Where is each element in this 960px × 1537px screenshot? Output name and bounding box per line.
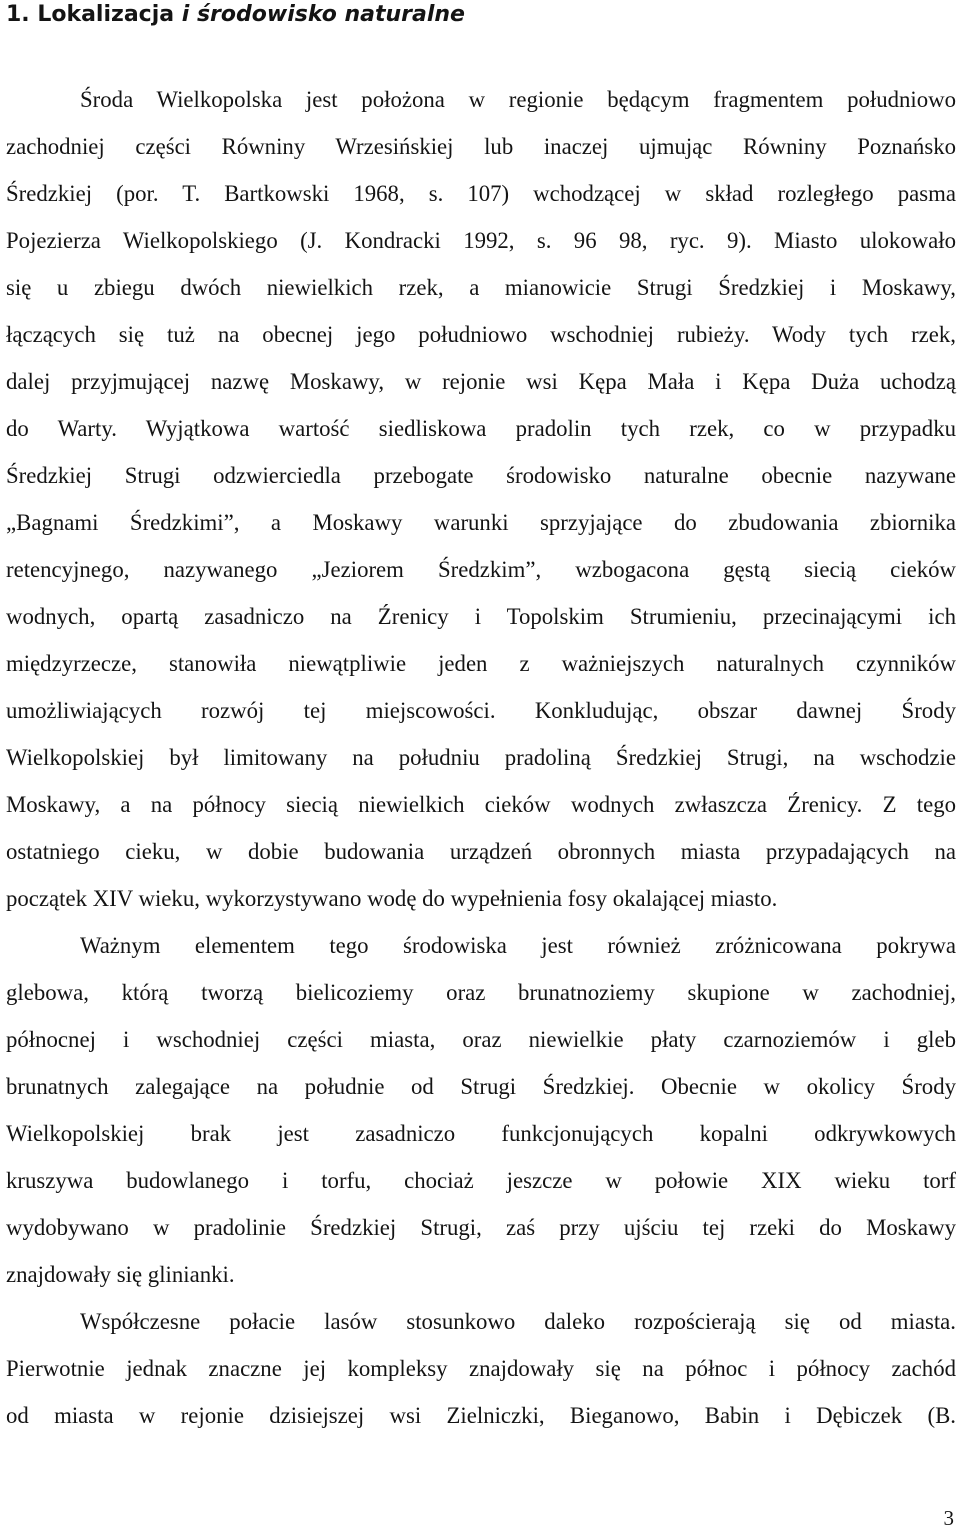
text-line: retencyjnego, nazywanego „Jeziorem Średzkim”, wzbogacona gęstą siecią cieków (6, 557, 956, 582)
text-line: łączących się tuż na obecnej jego południowo wschodniej rubieży. Wody tych rzek, (6, 322, 956, 347)
text-line: Środa Wielkopolska jest położona w regionie będącym fragmentem południowo (80, 87, 956, 112)
page-number: 3 (943, 1506, 954, 1530)
text-line: Współczesne połacie lasów stosunkowo daleko rozpościerają się od miasta. (80, 1309, 956, 1334)
text-line: Wielkopolskiej był limitowany na południu pradoliną Średzkiej Strugi, na wschodzie (6, 745, 956, 770)
text-line: Średzkiej Strugi odzwierciedla przebogate środowisko naturalne obecnie nazywane (6, 463, 956, 488)
section-heading-main: 1. Lokalizacja (6, 2, 182, 27)
document-body (6, 76, 956, 1439)
section-heading (6, 0, 465, 30)
text-line: Moskawy, a na północy siecią niewielkich cieków wodnych zwłaszcza Źrenicy. Z tego (6, 792, 956, 817)
text-line: zachodniej części Równiny Wrzesińskiej lub inaczej ujmując Równiny Poznańsko (6, 134, 956, 159)
text-line: początek XIV wieku, wykorzystywano wodę do wypełnienia fosy okalającej miasto. (6, 886, 778, 911)
text-line: umożliwiających rozwój tej miejscowości. Konkludując, obszar dawnej Środy (6, 698, 956, 723)
section-heading-italic: i środowisko naturalne (181, 2, 465, 27)
paragraph-1 (6, 76, 956, 922)
text-line: Pierwotnie jednak znaczne jej kompleksy znajdowały się na północ i północy zachód (6, 1356, 956, 1381)
text-line: znajdowały się glinianki. (6, 1262, 235, 1287)
text-line: wydobywano w pradolinie Średzkiej Strugi, zaś przy ujściu tej rzeki do Moskawy (6, 1215, 956, 1240)
text-line: północnej i wschodniej części miasta, oraz niewielkie płaty czarnoziemów i gleb (6, 1027, 956, 1052)
text-line: dalej przyjmującej nazwę Moskawy, w rejonie wsi Kępa Mała i Kępa Duża uchodzą (6, 369, 956, 394)
text-line: Wielkopolskiej brak jest zasadniczo funkcjonujących kopalni odkrywkowych (6, 1121, 956, 1146)
text-line: od miasta w rejonie dzisiejszej wsi Zielniczki, Bieganowo, Babin i Dębiczek (B. (6, 1403, 956, 1428)
text-line: do Warty. Wyjątkowa wartość siedliskowa pradolin tych rzek, co w przypadku (6, 416, 956, 441)
text-line: „Bagnami Średzkimi”, a Moskawy warunki sprzyjające do zbudowania zbiornika (6, 510, 956, 535)
text-line: wodnych, opartą zasadniczo na Źrenicy i Topolskim Strumieniu, przecinającymi ich (6, 604, 956, 629)
paragraph-2 (6, 922, 956, 1298)
text-line: ostatniego cieku, w dobie budowania urządzeń obronnych miasta przypadających na (6, 839, 956, 864)
text-line: glebowa, którą tworzą bielicoziemy oraz brunatnoziemy skupione w zachodniej, (6, 980, 956, 1005)
text-line: Pojezierza Wielkopolskiego (J. Kondracki 1992, s. 96 98, ryc. 9). Miasto ulokowało (6, 228, 956, 253)
text-line: kruszywa budowlanego i torfu, chociaż jeszcze w połowie XIX wieku torf (6, 1168, 956, 1193)
text-line: Ważnym elementem tego środowiska jest również zróżnicowana pokrywa (80, 933, 956, 958)
text-line: Średzkiej (por. T. Bartkowski 1968, s. 107) wchodzącej w skład rozległego pasma (6, 181, 956, 206)
text-line: brunatnych zalegające na południe od Strugi Średzkiej. Obecnie w okolicy Środy (6, 1074, 956, 1099)
paragraph-3 (6, 1298, 956, 1439)
text-line: się u zbiegu dwóch niewielkich rzek, a mianowicie Strugi Średzkiej i Moskawy, (6, 275, 956, 300)
text-line: międzyrzecze, stanowiła niewątpliwie jeden z ważniejszych naturalnych czynników (6, 651, 956, 676)
